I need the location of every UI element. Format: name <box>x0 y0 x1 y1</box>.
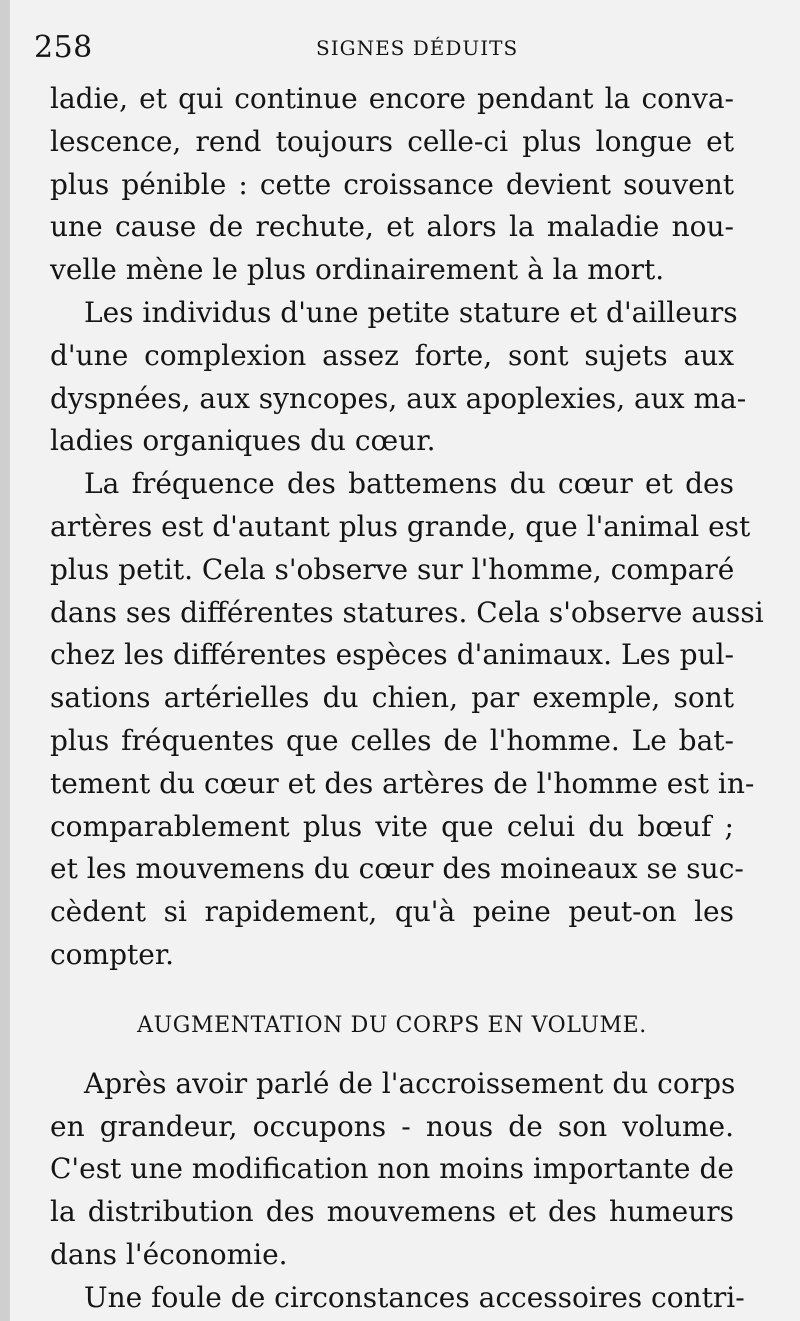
text-line: Après avoir parlé de l'accroissement du corps <box>84 1066 736 1100</box>
text-line: la distribution des mouvemens et des humeurs <box>50 1195 734 1229</box>
text-line: en grandeur, occupons - nous de son volume. <box>50 1109 734 1143</box>
text-line: Une foule de circonstances accessoires contri- <box>84 1280 745 1314</box>
text-line: compter. <box>50 937 175 971</box>
text-line: tement du cœur et des artères de l'homme est in- <box>50 766 755 800</box>
text-line: C'est une modification non moins importante de <box>50 1152 734 1186</box>
text-line: et les mouvemens du cœur des moineaux se suc- <box>50 852 744 886</box>
text-line: plus petit. Cela s'observe sur l'homme, comparé <box>50 552 735 586</box>
text-line: ladies organiques du cœur. <box>50 424 436 458</box>
paragraph <box>50 463 764 977</box>
text-line: sations artérielles du chien, par exemple, sont <box>50 681 734 715</box>
paragraph <box>50 78 734 292</box>
text-line: plus fréquentes que celles de l'homme. Le bat- <box>50 723 734 757</box>
page-number: 258 <box>34 30 93 65</box>
text-line: dyspnées, aux syncopes, aux apoplexies, aux ma- <box>50 381 747 415</box>
section-heading: AUGMENTATION DU CORPS EN VOLUME. <box>137 1012 647 1038</box>
text-line: d'une complexion assez forte, sont sujets aux <box>50 338 734 372</box>
text-line: plus pénible : cette croissance devient souvent <box>50 167 734 201</box>
text-line: ladie, et qui continue encore pendant la conva- <box>50 82 734 115</box>
text-line: une cause de rechute, et alors la maladie nou- <box>50 210 734 244</box>
paragraph <box>50 292 747 463</box>
paragraph <box>50 1277 745 1320</box>
text-line: lescence, rend toujours celle-ci plus longue et <box>50 124 734 158</box>
text-line: comparablement plus vite que celui du bœuf ; <box>50 809 734 843</box>
paragraph <box>50 1063 734 1277</box>
running-head: SIGNES DÉDUITS <box>316 36 519 60</box>
page-header <box>34 30 760 74</box>
text-line: dans l'économie. <box>50 1237 288 1271</box>
page-body <box>50 78 764 1320</box>
text-line: velle mène le plus ordinairement à la mort. <box>50 253 665 287</box>
text-line: cèdent si rapidement, qu'à peine peut-on les <box>50 895 734 929</box>
text-line: chez les différentes espèces d'animaux. Les pul- <box>50 638 734 672</box>
text-line: artères est d'autant plus grande, que l'animal est <box>50 509 751 543</box>
text-line: dans ses différentes statures. Cela s'observe aussi <box>50 595 764 629</box>
text-line: Les individus d'une petite stature et d'ailleurs <box>84 295 738 329</box>
text-line: La fréquence des battemens du cœur et des <box>84 467 734 501</box>
